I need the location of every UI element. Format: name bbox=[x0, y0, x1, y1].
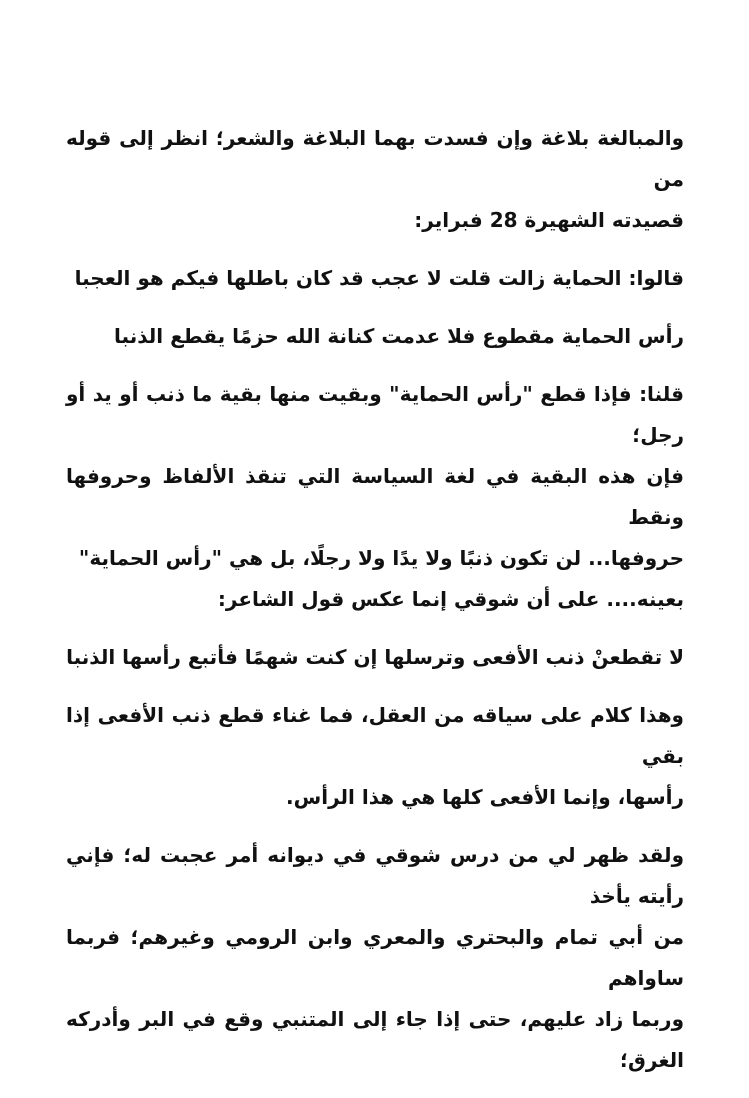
document-page bbox=[66, 118, 684, 1098]
text-line: حروفها... لن تكون ذنبًا ولا يدًا ولا رجلًا، بل هي "رأس الحماية" bbox=[78, 546, 684, 570]
text-line: لا تقطعنْ ذنب الأفعى وترسلها إن كنت شهمًا فأتبع رأسها الذنبا bbox=[66, 645, 684, 669]
text-line: بعينه.... على أن شوقي إنما عكس قول الشاعر: bbox=[217, 587, 684, 611]
paragraph-intro bbox=[66, 118, 684, 241]
text-line: وهذا كلام على سياقه من العقل، فما غناء قطع ذنب الأفعى إذا بقي bbox=[66, 703, 684, 768]
paragraph-reasoning bbox=[66, 695, 684, 818]
text-line: فإن هذه البقية في لغة السياسة التي تنقذ الألفاظ وحروفها ونقط bbox=[66, 464, 684, 529]
text-line: قصيدته الشهيرة 28 فبراير: bbox=[414, 208, 684, 232]
paragraph-observation bbox=[66, 835, 684, 1081]
verse-line bbox=[66, 258, 684, 299]
text-line: وربما زاد عليهم، حتى إذا جاء إلى المتنبي وقع في البر وأدركه الغرق؛ bbox=[66, 1007, 684, 1072]
verse-line bbox=[66, 316, 684, 357]
text-line: رأس الحماية مقطوع فلا عدمت كنانة الله حزمًا يقطع الذنبا bbox=[114, 324, 684, 348]
verse-line bbox=[66, 637, 684, 678]
paragraph-commentary bbox=[66, 374, 684, 620]
text-line: قلنا: فإذا قطع "رأس الحماية" وبقيت منها بقية ما ذنب أو يد أو رجل؛ bbox=[66, 382, 684, 447]
text-line: قالوا: الحماية زالت قلت لا عجب قد كان باطلها فيكم هو العجبا bbox=[74, 266, 684, 290]
text-line: من أبي تمام والبحتري والمعري وابن الرومي وغيرهم؛ فربما ساواهم bbox=[66, 925, 684, 990]
text-line: ولقد ظهر لي من درس شوقي في ديوانه أمر عجبت له؛ فإني رأيته يأخذ bbox=[66, 843, 684, 908]
text-line: والمبالغة بلاغة وإن فسدت بهما البلاغة والشعر؛ انظر إلى قوله من bbox=[66, 126, 684, 191]
text-line: رأسها، وإنما الأفعى كلها هي هذا الرأس. bbox=[286, 785, 684, 809]
